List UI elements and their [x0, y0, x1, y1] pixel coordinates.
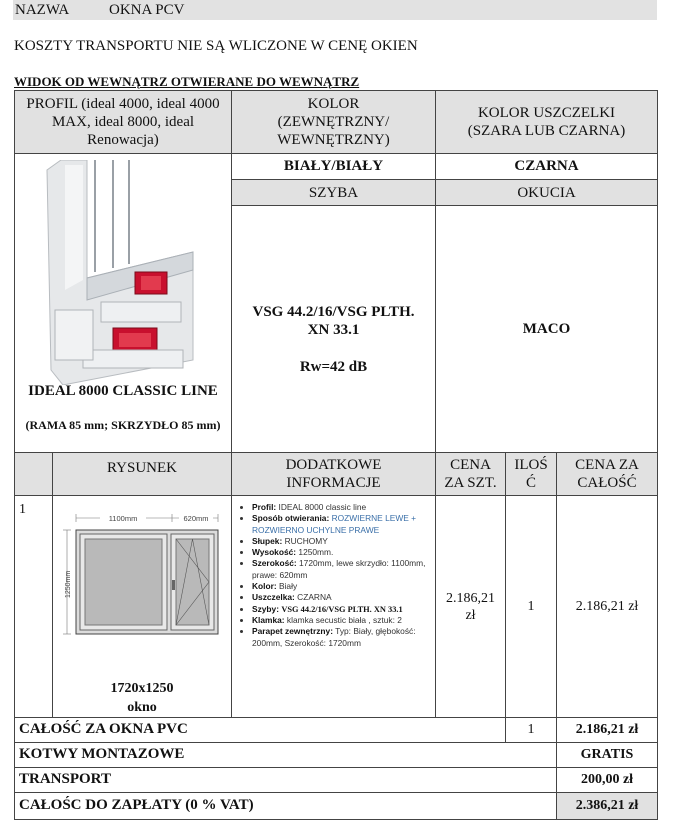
detail-seal: • Uszczelka: CZARNA — [252, 592, 431, 603]
transport-value: 200,00 zł — [556, 767, 658, 793]
total-pvc-value: 2.186,21 zł — [556, 717, 658, 743]
profile-header: PROFIL (ideal 4000, ideal 4000 MAX, ideal 8000, ideal Renowacja) — [14, 90, 232, 154]
grand-total-value: 2.386,21 zł — [556, 792, 658, 820]
dim-left-label: 1100mm — [108, 514, 138, 523]
qty-header: ILOŚ Ć — [505, 452, 557, 496]
transport-notice: KOSZTY TRANSPORTU NIE SĄ WLICZONE W CENĘ OKIEN — [14, 38, 418, 54]
item-qty: 1 — [505, 495, 557, 718]
glass-line2: XN 33.1 — [307, 322, 360, 338]
detail-height: • Wysokość: 1250mm. — [252, 547, 431, 558]
anchors-value: GRATIS — [556, 742, 658, 768]
drawing-header: RYSUNEK — [52, 452, 232, 496]
glass-rw: Rw=42 dB — [299, 359, 368, 375]
glass-line1: VSG 44.2/16/VSG PLTH. — [252, 304, 415, 320]
anchors-label: KOTWY MONTAZOWE — [14, 742, 557, 768]
detail-profil: • Profil: IDEAL 8000 classic line — [252, 502, 431, 513]
item-type: okno — [127, 700, 157, 715]
total-price-header: CENA ZA CAŁOŚĆ — [556, 452, 658, 496]
info-cell — [231, 495, 436, 718]
number-header — [14, 452, 53, 496]
detail-width: • Szerokość: 1720mm, lewe skrzydło: 1100mm, prawe: 620mm — [252, 558, 431, 581]
grand-total-label: CAŁOŚC DO ZAPŁATY (0 % VAT) — [14, 792, 557, 820]
detail-glass: • Szyby: VSG 44.2/16/VSG PLTH. XN 33.1 — [252, 604, 431, 615]
name-label: NAZWA — [15, 2, 70, 18]
drawing-cell — [52, 495, 232, 718]
detail-color: • Kolor: Biały — [252, 581, 431, 592]
total-pvc-qty: 1 — [505, 717, 557, 743]
detail-opening: • Sposób otwierania: ROZWIERNE LEWE + ROZWIERNO UCHYLNE PRAWE — [252, 513, 431, 536]
view-title: WIDOK OD WEWNĄTRZ OTWIERANE DO WEWNĄTRZ — [14, 74, 360, 89]
fittings-value: MACO — [435, 205, 658, 453]
dim-height-label: 1250mm — [65, 570, 72, 598]
item-total: 2.186,21 zł — [556, 495, 658, 718]
detail-sill: • Parapet zewnętrzny: Typ: Biały, głębokość: 200mm, Szerokość: 1720mm — [252, 626, 431, 649]
detail-handle: • Klamka: klamka secustic biała , sztuk: 2 — [252, 615, 431, 626]
seal-color-header: KOLOR USZCZELKI (SZARA LUB CZARNA) — [435, 90, 658, 154]
item-unit-price: 2.186,21 zł — [435, 495, 506, 718]
item-size: 1720x1250 — [110, 681, 174, 696]
detail-mullion: • Słupek: RUCHOMY — [252, 536, 431, 547]
color-header: KOLOR (ZEWNĘTRZNY/ WEWNĘTRZNY) — [231, 90, 436, 154]
window-profile-image — [43, 160, 203, 385]
info-header: DODATKOWE INFORMACJE — [231, 452, 436, 496]
item-number: 1 — [14, 495, 53, 718]
details-list — [238, 502, 431, 649]
total-pvc-label: CAŁOŚĆ ZA OKNA PVC — [14, 717, 506, 743]
glass-cell — [231, 205, 436, 453]
profile-dims: (RAMA 85 mm; SKRZYDŁO 85 mm) — [25, 418, 221, 432]
transport-label: TRANSPORT — [14, 767, 557, 793]
fittings-header: OKUCIA — [435, 179, 658, 206]
dim-right-label: 620mm — [183, 514, 209, 523]
color-value: BIAŁY/BIAŁY — [231, 153, 436, 180]
profile-name: IDEAL 8000 CLASSIC LINE — [28, 383, 218, 399]
seal-color-value: CZARNA — [435, 153, 658, 180]
unit-price-header: CENA ZA SZT. — [435, 452, 506, 496]
glass-header: SZYBA — [231, 179, 436, 206]
name-value: OKNA PCV — [109, 2, 185, 18]
window-drawing — [58, 502, 228, 642]
profile-cell — [14, 153, 232, 453]
name-bar — [13, 0, 657, 20]
